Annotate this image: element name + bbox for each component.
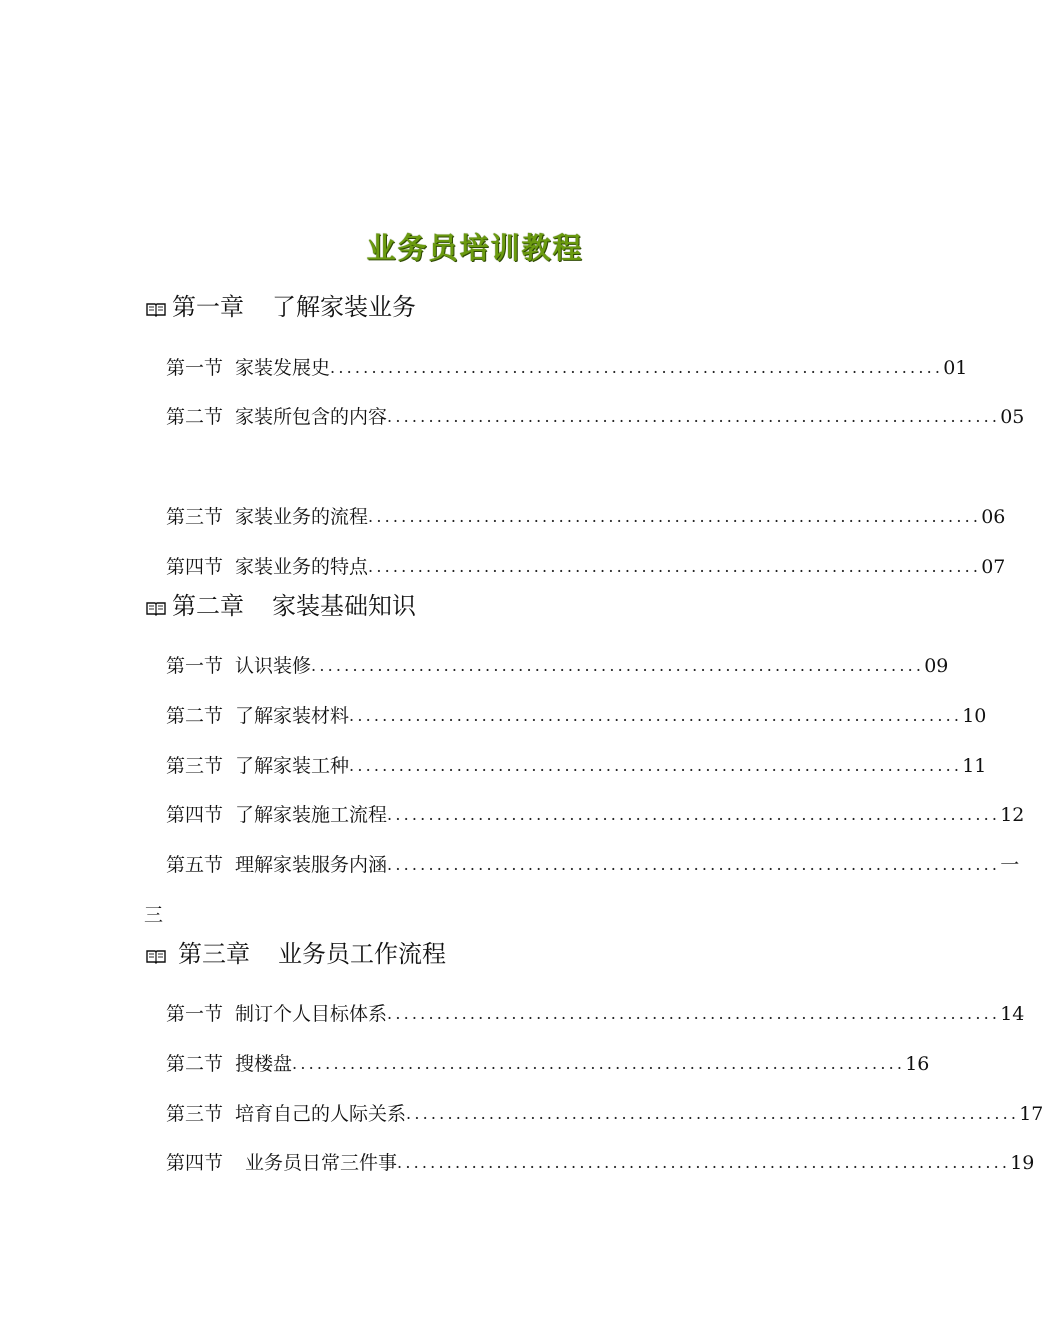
chapter-label: 第三章 — [178, 940, 250, 968]
toc-entry[interactable] — [166, 402, 1025, 432]
page-number: 09 — [924, 655, 949, 677]
section-title: 家装所包含的内容 — [235, 406, 388, 428]
section-number: 第三节 — [166, 755, 224, 777]
document-title: 业务员培训教程 — [366, 231, 584, 265]
dot-leader: .......................................................................... — [368, 507, 982, 526]
page-number: 12 — [1000, 804, 1025, 826]
section-number: 第一节 — [166, 655, 224, 677]
toc-entry[interactable] — [166, 1148, 1035, 1178]
dot-leader: .......................................................................... — [387, 805, 1001, 824]
dot-leader: .......................................................................... — [406, 1104, 1020, 1123]
page-number-wrap: 三 — [144, 904, 164, 926]
section-number: 第四节 — [166, 1152, 224, 1174]
chapter-2-heading — [146, 591, 416, 623]
section-title: 认识装修 — [235, 655, 312, 677]
toc-entry[interactable] — [166, 701, 987, 731]
section-number: 第三节 — [166, 506, 224, 528]
chapter-label: 第一章 — [172, 293, 244, 321]
toc-entry[interactable] — [166, 850, 1020, 880]
dot-leader: .......................................................................... — [387, 855, 1001, 874]
page-number: 05 — [1000, 406, 1025, 428]
toc-entry[interactable] — [166, 800, 1025, 830]
section-title: 搜楼盘 — [235, 1053, 293, 1075]
section-number: 第一节 — [166, 1003, 224, 1025]
section-title: 理解家装服务内涵 — [235, 854, 388, 876]
page-number: 16 — [905, 1053, 930, 1075]
section-title: 制订个人目标体系 — [235, 1003, 388, 1025]
section-title: 家装发展史 — [235, 357, 331, 379]
toc-entry[interactable] — [166, 1099, 1043, 1129]
open-book-icon — [146, 294, 166, 324]
chapter-title: 业务员工作流程 — [278, 940, 446, 968]
section-title: 了解家装工种 — [235, 755, 350, 777]
toc-entry[interactable] — [166, 999, 1025, 1029]
section-title: 了解家装施工流程 — [235, 804, 388, 826]
page-number: 11 — [962, 755, 987, 777]
chapter-3-heading — [146, 939, 446, 971]
page-number: 10 — [962, 705, 987, 727]
section-number: 第五节 — [166, 854, 224, 876]
open-book-icon — [146, 941, 166, 971]
page-number: 19 — [1010, 1152, 1035, 1174]
dot-leader: .......................................................................... — [387, 407, 1001, 426]
toc-entry[interactable] — [166, 751, 987, 781]
section-number: 第三节 — [166, 1103, 224, 1125]
section-number: 第二节 — [166, 406, 224, 428]
dot-leader: .......................................................................... — [387, 1004, 1001, 1023]
page-number: 01 — [943, 357, 968, 379]
section-number: 第一节 — [166, 357, 224, 379]
toc-entry[interactable] — [166, 651, 949, 681]
toc-entry[interactable] — [166, 552, 1006, 582]
dot-leader: .......................................................................... — [349, 756, 963, 775]
chapter-title: 家装基础知识 — [272, 592, 416, 620]
dot-leader: .......................................................................... — [368, 557, 982, 576]
section-title: 家装业务的特点 — [235, 556, 369, 578]
chapter-1-heading — [146, 292, 416, 324]
page-number: 06 — [981, 506, 1006, 528]
section-title: 家装业务的流程 — [235, 506, 369, 528]
dot-leader: .......................................................................... — [349, 706, 963, 725]
dot-leader: .......................................................................... — [292, 1054, 906, 1073]
chapter-label: 第二章 — [172, 592, 244, 620]
section-number: 第四节 — [166, 804, 224, 826]
page-number: 14 — [1000, 1003, 1025, 1025]
section-number: 第二节 — [166, 1053, 224, 1075]
chapter-title: 了解家装业务 — [272, 293, 416, 321]
toc-entry[interactable] — [166, 353, 968, 383]
section-title: 业务员日常三件事 — [245, 1152, 398, 1174]
section-number: 第二节 — [166, 705, 224, 727]
dot-leader: .......................................................................... — [330, 358, 944, 377]
section-title: 了解家装材料 — [235, 705, 350, 727]
page-number: 07 — [981, 556, 1006, 578]
open-book-icon — [146, 593, 166, 623]
page-number: 17 — [1019, 1103, 1043, 1125]
toc-entry[interactable] — [166, 502, 1006, 532]
page-number: 一 — [1000, 854, 1020, 876]
section-title: 培育自己的人际关系 — [235, 1103, 407, 1125]
section-number: 第四节 — [166, 556, 224, 578]
dot-leader: .......................................................................... — [397, 1153, 1011, 1172]
dot-leader: .......................................................................... — [311, 656, 925, 675]
toc-entry[interactable] — [166, 1049, 930, 1079]
